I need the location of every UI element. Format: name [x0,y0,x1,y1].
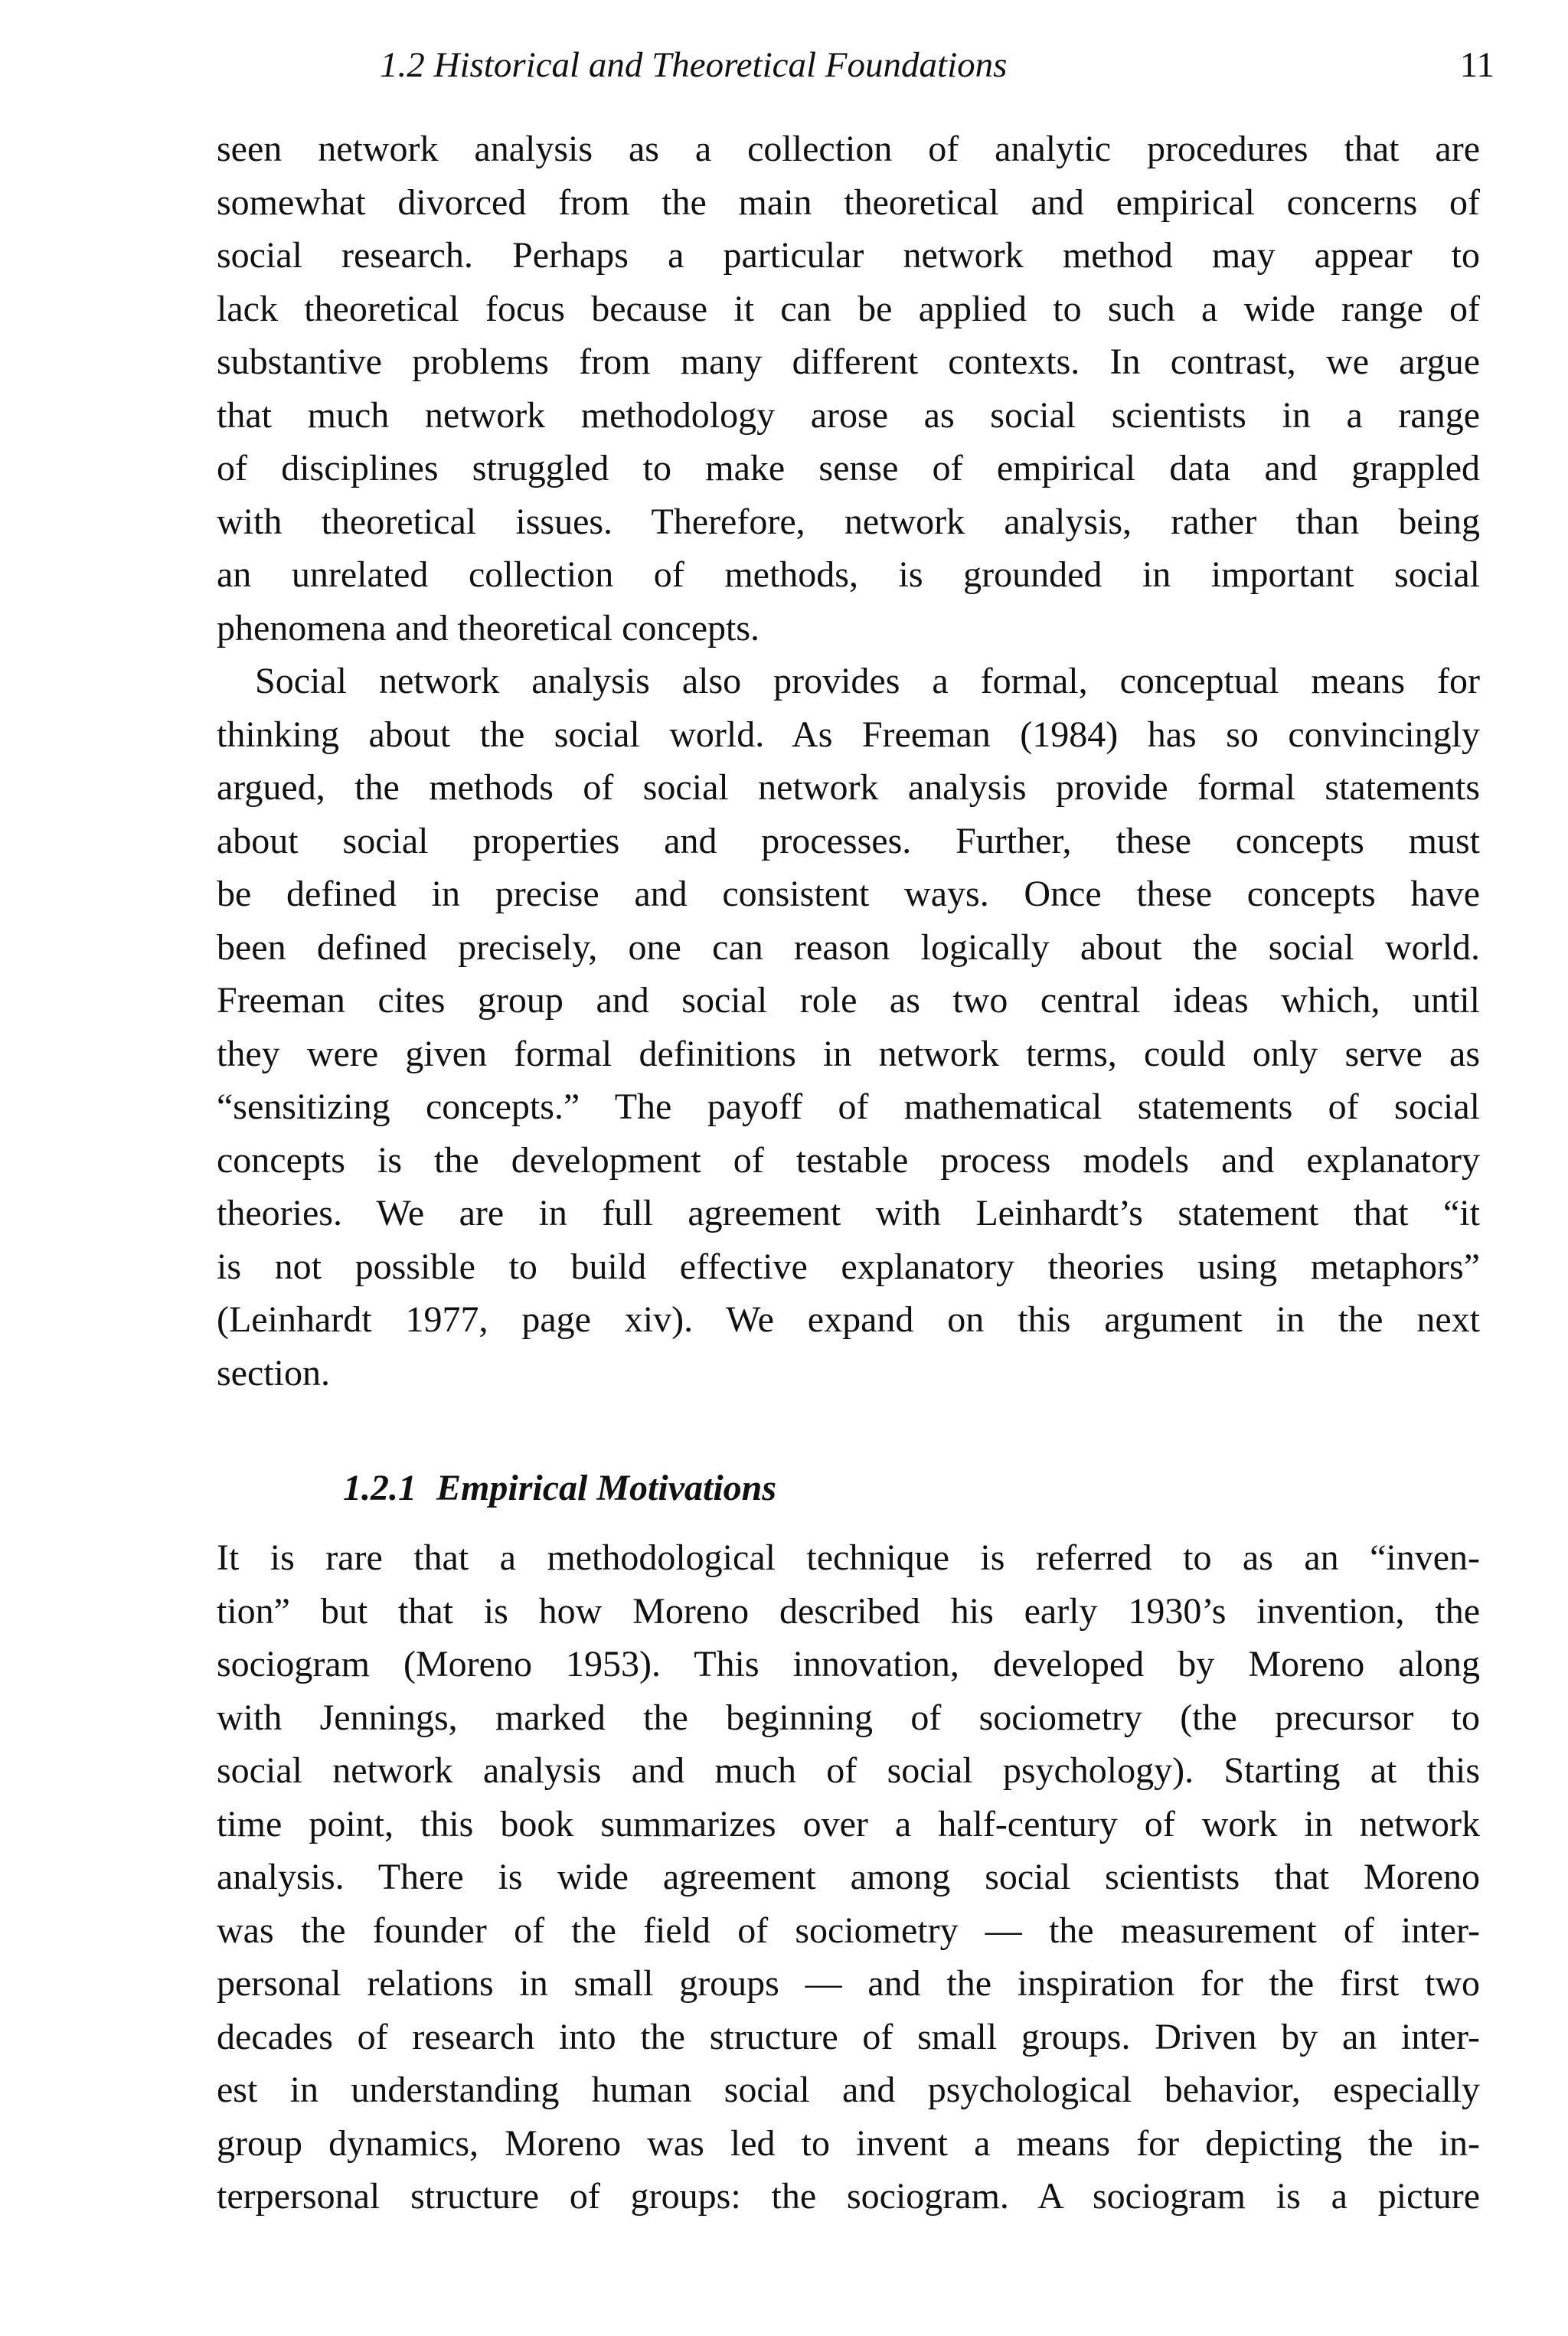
paragraph-1 [217,123,1480,655]
text-line: is not possible to build effective explanatory theories using metaphors” [217,1246,1480,1287]
text-line: (Leinhardt 1977, page xiv). We expand on this argument in the next [217,1299,1480,1340]
text-line: seen network analysis as a collection of analytic procedures that are [217,129,1480,169]
paragraph-2 [217,655,1480,1400]
text-line: concepts is the development of testable process models and explanatory [217,1139,1480,1181]
text-line: lack theoretical focus because it can be applied to such a wide range of [217,288,1480,329]
text-line: “sensitizing concepts.” The payoff of mathematical statements of social [217,1086,1480,1127]
text-line: Social network analysis also provides a formal, conceptual means for [255,661,1480,701]
text-line: been defined precisely, one can reason logically about the social world. [217,926,1480,968]
text-line: terpersonal structure of groups: the sociogram. A sociogram is a picture [217,2176,1480,2217]
text-line: Freeman cites group and social role as two central ideas which, until [217,980,1480,1021]
text-line: phenomena and theoretical concepts. [217,607,760,649]
page-number: 11 [1459,45,1494,85]
text-line: decades of research into the structure of small groups. Driven by an inter- [217,2016,1480,2057]
text-line: social network analysis and much of social psychology). Starting at this [217,1750,1480,1791]
text-line: was the founder of the field of sociometry — the measurement of inter- [217,1910,1480,1951]
section-number: 1.2.1 [343,1468,416,1508]
text-line: section. [217,1352,330,1393]
text-line: with theoretical issues. Therefore, network analysis, rather than being [217,501,1480,542]
text-line: analysis. There is wide agreement among social scientists that Moreno [217,1857,1480,1897]
section-title: Empirical Motivations [436,1468,777,1508]
text-line: with Jennings, marked the beginning of sociometry (the precursor to [217,1697,1480,1738]
text-line: thinking about the social world. As Freeman (1984) has so convincingly [217,714,1480,755]
text-line: theories. We are in full agreement with Leinhardt’s statement that “it [217,1193,1480,1233]
text-line: sociogram (Moreno 1953). This innovation, developed by Moreno along [217,1644,1480,1684]
text-line: It is rare that a methodological technique is referred to as an “inven- [217,1537,1480,1578]
text-line: about social properties and processes. Further, these concepts must [217,820,1480,861]
text-line: group dynamics, Moreno was led to invent a means for depicting the in- [217,2122,1480,2164]
text-line: est in understanding human social and psychological behavior, especially [217,2070,1480,2110]
text-line: that much network methodology arose as social scientists in a range [217,394,1480,436]
text-line: they were given formal definitions in network terms, could only serve as [217,1033,1480,1074]
text-line: substantive problems from many different contexts. In contrast, we argue [217,341,1480,382]
running-head-title: 1.2 Historical and Theoretical Foundations [380,45,1008,85]
text-line: an unrelated collection of methods, is grounded in important social [217,554,1480,595]
text-line: somewhat divorced from the main theoretical and empirical concerns of [217,181,1480,223]
text-line: personal relations in small groups — and the inspiration for the first two [217,1963,1480,2004]
text-line: argued, the methods of social network analysis provide formal statements [217,767,1480,808]
text-line: of disciplines struggled to make sense of empirical data and grappled [217,448,1480,488]
text-line: be defined in precise and consistent ways. Once these concepts have [217,874,1480,914]
text-line: tion” but that is how Moreno described his early 1930’s invention, the [217,1590,1480,1632]
section-heading [343,1470,776,1507]
paragraph-3 [217,1531,1480,2223]
text-line: time point, this book summarizes over a half-century of work in network [217,1803,1480,1844]
text-line: social research. Perhaps a particular network method may appear to [217,235,1480,276]
